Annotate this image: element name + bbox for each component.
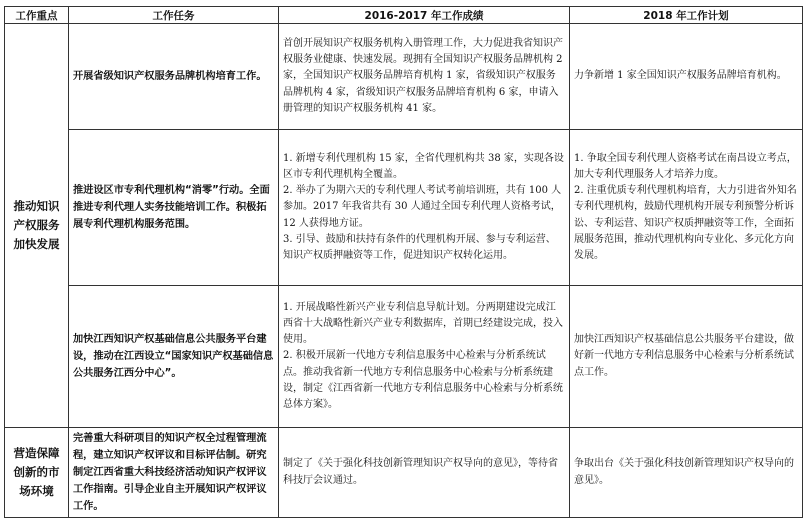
task-cell: 开展省级知识产权服务品牌机构培育工作。 — [69, 24, 279, 130]
header-row — [5, 7, 803, 24]
plan-text: 力争新增 1 家全国知识产权服务品牌培育机构。 — [574, 70, 787, 82]
header-results: 2016-2017 年工作成绩 — [279, 7, 570, 24]
results-cell — [279, 428, 570, 518]
work-plan-table — [4, 6, 803, 518]
results-text: 首创开展知识产权服务机构入册管理工作，大力促进我省知识产权服务业健康、快速发展。现拥有全国知识产权服务品牌机构 2 家，全国知识产权服务品牌培育机构 1 家，省级知识产权服务品牌机构 4 家，省级知识产权服务品牌培育机构 6 家，申请入册管理的知识产权服务机构 41 家。 — [283, 37, 563, 114]
results-item: 1. 开展战略性新兴产业专利信息导航计划。分两期建设完成江西省十大战略性新兴产业专利数据库，首期已经建设完成，投入使用。 — [283, 301, 563, 346]
table-row — [5, 24, 803, 130]
table-row — [5, 130, 803, 286]
plan-item: 2. 注重优质专利代理机构培育，大力引进省外知名专利代理机构，鼓励代理机构开展专利预警分析诉讼、专利运营、知识产权质押融资等工作，全面拓展服务范围，推动代理机构向专业化、多元化方向发展。 — [574, 185, 797, 261]
table-row — [5, 286, 803, 428]
results-cell — [279, 286, 570, 428]
plan-cell — [570, 428, 803, 518]
table-row — [5, 428, 803, 518]
results-text: 制定了《关于强化科技创新管理知识产权导向的意见》，等待省科技厅会议通过。 — [283, 458, 558, 486]
results-cell — [279, 130, 570, 286]
task-cell: 完善重大科研项目的知识产权全过程管理流程，建立知识产权评议和目标评估制。研究制定江西省重大科技经济活动知识产权评议工作指南。引导企业自主开展知识产权评议工作。 — [69, 428, 279, 518]
task-cell: 加快江西知识产权基础信息公共服务平台建设，推动在江西设立“国家知识产权基础信息公共服务江西分中心”。 — [69, 286, 279, 428]
results-cell — [279, 24, 570, 130]
task-cell: 推进设区市专利代理机构“消零”行动。全面推进专利代理人实务技能培训工作。积极拓展专利代理机构服务范围。 — [69, 130, 279, 286]
plan-cell — [570, 286, 803, 428]
header-focus-area: 工作重点 — [5, 7, 69, 24]
results-item: 2. 积极开展新一代地方专利信息服务中心检索与分析系统试点。推动我省新一代地方专利信息服务中心检索与分析系统建设，制定《江西省新一代地方专利信息服务中心检索与分析系统总体方案》。 — [283, 350, 563, 410]
focus-area-cell: 推动知识产权服务加快发展 — [5, 24, 69, 428]
results-item: 2. 举办了为期六天的专利代理人考试考前培训班，共有 100 人参加。2017 年我省共有 30 人通过全国专利代理人资格考试，12 人获得地方证。 — [283, 185, 562, 229]
focus-area-cell: 营造保障创新的市场环境 — [5, 428, 69, 518]
results-item: 3. 引导、鼓励和扶持有条件的代理机构开展、参与专利运营、知识产权质押融资等工作，促进知识产权转化运用。 — [283, 233, 556, 261]
plan-item: 1. 争取全国专利代理人资格考试在南昌设立考点，加大专利代理服务人才培养力度。 — [574, 152, 797, 180]
header-task: 工作任务 — [69, 7, 279, 24]
plan-text: 争取出台《关于强化科技创新管理知识产权导向的意见》。 — [574, 458, 794, 486]
plan-cell — [570, 24, 803, 130]
plan-text: 加快江西知识产权基础信息公共服务平台建设，做好新一代地方专利信息服务中心检索与分析系统试点工作。 — [574, 334, 794, 378]
results-item: 1. 新增专利代理机构 15 家，全省代理机构共 38 家，实现各设区市专利代理机构全覆盖。 — [283, 152, 564, 180]
plan-cell — [570, 130, 803, 286]
header-plan: 2018 年工作计划 — [570, 7, 803, 24]
